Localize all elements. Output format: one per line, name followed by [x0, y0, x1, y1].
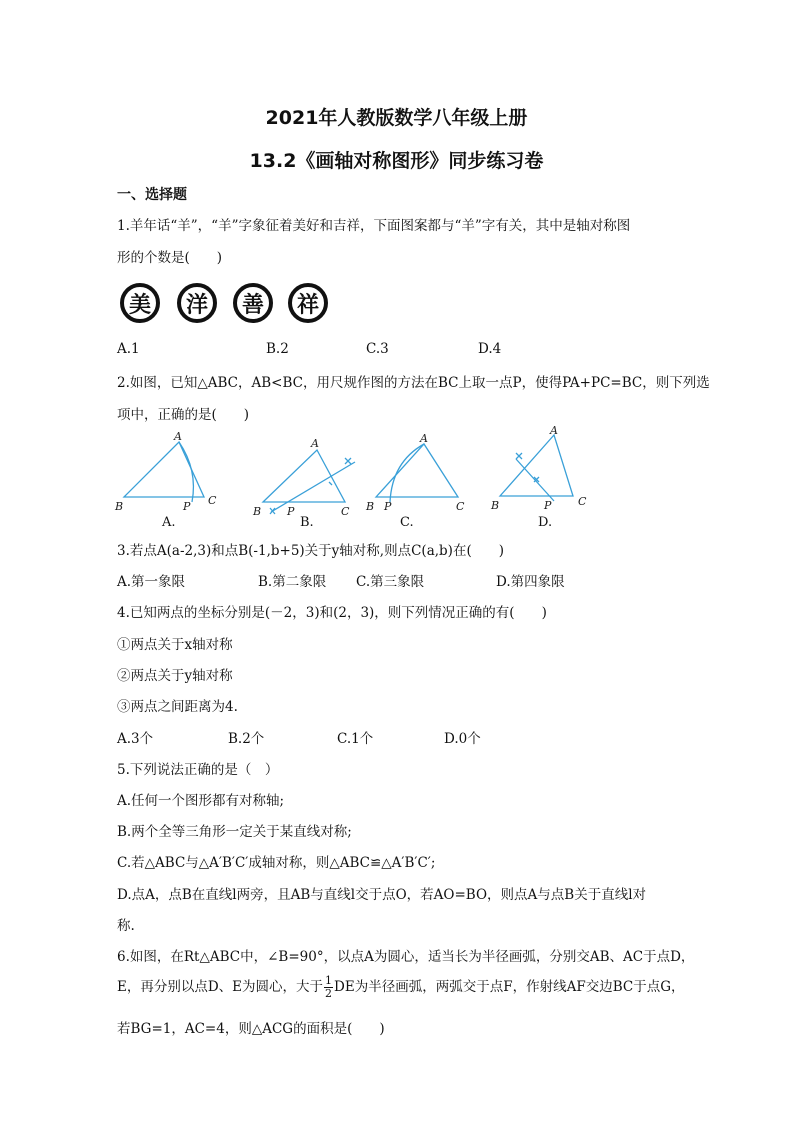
q5-option-d-line-2: 称.	[117, 918, 135, 934]
q3-option-a: A.第一象限	[117, 574, 186, 590]
q4-item-2: ②两点关于y轴对称	[117, 668, 233, 684]
q4-item-3: ③两点之间距离为4.	[117, 699, 238, 715]
fig-a-point-c: C	[208, 494, 217, 507]
yang-ocean-glyph-icon: 洋	[177, 283, 217, 323]
q2-figure-b-label: B.	[300, 515, 314, 530]
q2-figure-c	[360, 430, 470, 515]
q5-option-c: C.若△ABC与△A′B′C′成轴对称，则△ABC≌△A′B′C′;	[117, 855, 436, 871]
fig-b-point-a: A	[311, 437, 319, 450]
fig-a-point-b: B	[115, 500, 124, 513]
q1-text-line-1: 1.羊年话“羊”，“羊”字象征着美好和吉祥，下面图案都与“羊”字有关，其中是轴对称图	[117, 218, 631, 234]
q4-option-a: A.3个	[117, 731, 154, 747]
q5-option-d-line-1: D.点A，点B在直线l两旁，且AB与直线l交于点O，若AO=BO，则点A与点B关于直线l对	[117, 887, 647, 903]
q6-line-2-end: DE为半径画弧，两弧交于点F，作射线AF交边BC于点G，	[334, 979, 685, 995]
q5-option-a: A.任何一个图形都有对称轴;	[117, 793, 285, 809]
q2-text-line-1: 2.如图，已知△ABC，AB<BC，用尺规作图的方法在BC上取一点P，使得PA+PC=BC，则下列选	[117, 375, 710, 391]
q4-option-b: B.2个	[228, 731, 265, 747]
q6-line-2-start: E，再分别以点D、E为圆心，大于	[117, 979, 324, 995]
fig-b-point-p: P	[287, 505, 295, 518]
q2-figure-c-label: C.	[400, 515, 414, 530]
fig-a-point-p: P	[183, 500, 191, 513]
fraction-denominator: 2	[325, 987, 333, 1000]
q6-text-line-1: 6.如图，在Rt△ABC中，∠B=90°，以点A为圆心，适当长为半径画弧，分别交AB、AC于点D，	[117, 949, 695, 965]
fraction-numerator: 1	[325, 974, 333, 987]
q3-option-c: C.第三象限	[356, 574, 425, 590]
q1-option-b: B.2	[266, 341, 289, 357]
fig-b-point-c: C	[341, 505, 350, 518]
fig-c-point-p: P	[384, 500, 392, 513]
q5-option-b: B.两个全等三角形一定关于某直线对称;	[117, 824, 352, 840]
q2-figure-d-label: D.	[538, 515, 553, 530]
q4-text-line-1: 4.已知两点的坐标分别是(－2，3)和(2，3)，则下列情况正确的有( )	[117, 605, 547, 621]
q2-figure-a-label: A.	[162, 515, 176, 530]
shan-glyph-icon: 善	[233, 283, 273, 323]
q4-option-c: C.1个	[337, 731, 374, 747]
q2-figure-d	[488, 425, 598, 515]
fig-d-point-a: A	[550, 425, 558, 437]
q2-figure-b	[245, 430, 370, 520]
q3-option-d: D.第四象限	[496, 574, 565, 590]
title-line-2: 13.2《画轴对称图形》同步练习卷	[249, 150, 544, 172]
q1-text-line-2: 形的个数是( )	[117, 250, 223, 266]
fig-c-point-c: C	[456, 500, 465, 513]
fig-a-point-a: A	[174, 430, 182, 443]
q4-item-1: ①两点关于x轴对称	[117, 637, 233, 653]
one-half-fraction	[324, 975, 333, 1000]
fig-b-point-b: B	[253, 505, 262, 518]
q6-text-line-2	[117, 975, 685, 1000]
xiang-glyph-icon: 祥	[288, 283, 328, 323]
q3-text-line-1: 3.若点A(a-2,3)和点B(-1,b+5)关于y轴对称,则点C(a,b)在( )	[117, 543, 504, 559]
fig-d-point-p: P	[544, 499, 552, 512]
q5-text-line-1: 5.下列说法正确的是（ ）	[117, 762, 279, 778]
q2-figure-a	[112, 430, 222, 515]
mei-glyph-icon: 美	[120, 283, 160, 323]
q6-text-line-3: 若BG=1，AC=4，则△ACG的面积是( )	[117, 1021, 385, 1037]
q2-text-line-2: 项中，正确的是( )	[117, 407, 250, 423]
q4-option-d: D.0个	[444, 731, 481, 747]
q3-option-b: B.第二象限	[258, 574, 327, 590]
fig-c-point-b: B	[366, 500, 375, 513]
section-heading: 一、选择题	[117, 187, 187, 203]
fig-d-point-c: C	[578, 495, 587, 508]
q1-option-a: A.1	[117, 341, 140, 357]
fig-c-point-a: A	[420, 432, 428, 445]
fig-d-point-b: B	[491, 499, 500, 512]
title-line-1: 2021年人教版数学八年级上册	[265, 107, 528, 129]
q1-option-c: C.3	[366, 341, 389, 357]
q1-option-d: D.4	[478, 341, 502, 357]
